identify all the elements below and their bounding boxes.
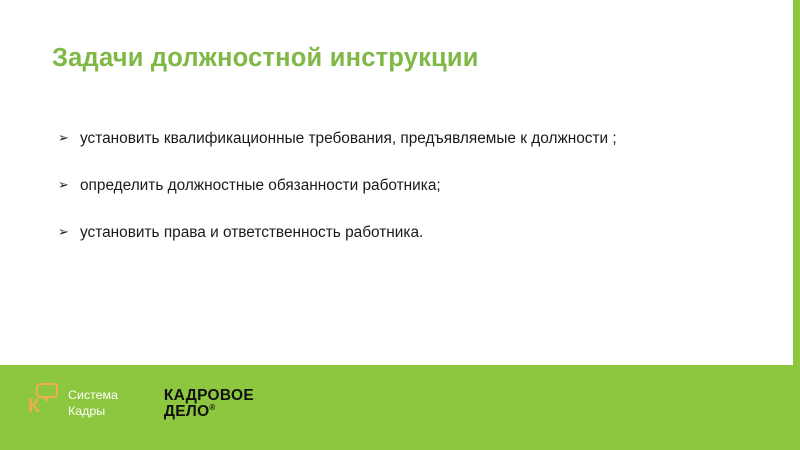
list-item [58,222,718,245]
logo-sistema-kadry [28,383,118,425]
speech-bubble-icon [28,383,62,425]
logo-sistema-kadry-text [68,388,118,420]
list-item-text: установить квалификационные требования, предъявляемые к должности ; [80,130,617,147]
footer-logos [28,383,254,425]
bullet-arrow-icon: ➢ [58,130,69,145]
logo-letter-k: К [28,396,40,417]
logo-kd-word: ДЕЛО [163,403,210,421]
list-item-text: определить должностные обязанности работника; [80,176,441,194]
list-item-text: установить права и ответственность работника. [80,223,424,241]
list-item [58,128,718,151]
registered-mark: ® [209,402,216,412]
bullet-list [58,128,718,244]
logo-kd-line-1: КАДРОВОЕ [163,386,254,404]
logo-kd-line-2 [164,404,254,420]
logo-kadrovoe-delo [164,388,254,420]
right-edge-band [793,0,800,365]
bullet-arrow-icon: ➢ [58,176,69,192]
logo-line-2: Кадры [68,404,106,418]
page-title: Задачи должностной инструкции [52,44,479,72]
list-item [58,175,718,198]
left-edge-band [0,0,7,365]
bullet-arrow-icon: ➢ [58,223,69,239]
footer-band [0,365,800,450]
logo-line-1: Система [68,388,118,403]
